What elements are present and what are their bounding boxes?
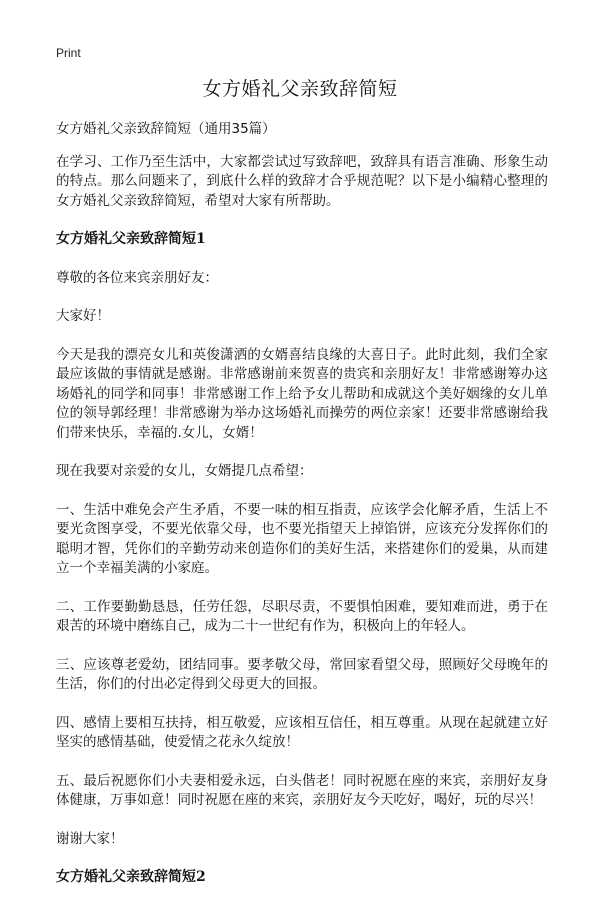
closing-paragraph: 谢谢大家！ — [56, 830, 124, 847]
thanks-paragraph: 今天是我的漂亮女儿和英俊潇洒的女婿喜结良缘的大喜日子。此时此刻，我们全家最应该做的事情就是感谢。非常感谢前来贺喜的贵宾和亲朋好友！非常感谢筹办这场婚礼的同学和同事！非常感谢工作上给予女儿帮助和成就这个美好姻缘的女儿单位的领导郭经理！非常感谢为举办这场婚礼而操劳的两位亲家！还要非常感谢给我们带来快乐，幸福的.女儿，女婿！ — [56, 346, 548, 441]
document-subtitle: 女方婚礼父亲致辞简短（通用35篇） — [56, 121, 276, 137]
intro-paragraph: 在学习、工作乃至生活中，大家都尝试过写致辞吧，致辞具有语言准确、形象生动的特点。那么问题来了，到底什么样的致辞才合乎规范呢？以下是小编精心整理的女方婚礼父亲致辞简短，希望对大家有所帮助。 — [56, 153, 548, 209]
hope-three-paragraph: 三、应该尊老爱幼，团结同事。要孝敬父母，常回家看望父母，照顾好父母晚年的生活，你们的付出必定得到父母更大的回报。 — [56, 656, 548, 692]
section-heading-1: 女方婚礼父亲致辞简短1 — [56, 231, 206, 247]
print-link[interactable]: Print — [56, 46, 81, 60]
hope-one-paragraph: 一、生活中难免会产生矛盾，不要一味的相互指责，应该学会化解矛盾，生活上不要光贪图享受，不要光依靠父母，也不要光指望天上掉馅饼，应该充分发挥你们的聪明才智，凭你们的辛勤劳动来创造你们的美好生活，来搭建你们的爱巢，从而建立一个幸福美满的小家庭。 — [56, 501, 548, 576]
hope-two-paragraph: 二、工作要勤勤恳恳，任劳任怨，尽职尽责，不要惧怕困难，要知难而进，勇于在艰苦的环境中磨练自己，成为二十一世纪有作为，积极向上的年轻人。 — [56, 598, 548, 634]
salutation-paragraph: 尊敬的各位来宾亲朋好友： — [56, 269, 218, 286]
hopes-intro-paragraph: 现在我要对亲爱的女儿，女婿提几点希望： — [56, 463, 313, 479]
section-heading-2: 女方婚礼父亲致辞简短2 — [56, 869, 206, 885]
hope-five-paragraph: 五、最后祝愿你们小夫妻相爱永远，白头偕老！同时祝愿在座的来宾，亲朋好友身体健康，万事如意！同时祝愿在座的来宾，亲朋好友今天吃好，喝好，玩的尽兴！ — [56, 772, 548, 808]
hope-four-paragraph: 四、感情上要相互扶持，相互敬爱，应该相互信任，相互尊重。从现在起就建立好坚实的感情基础，使爱情之花永久绽放！ — [56, 714, 548, 750]
page-title: 女方婚礼父亲致辞简短 — [202, 78, 398, 100]
greeting-paragraph: 大家好！ — [56, 308, 110, 324]
document-body — [56, 120, 548, 907]
